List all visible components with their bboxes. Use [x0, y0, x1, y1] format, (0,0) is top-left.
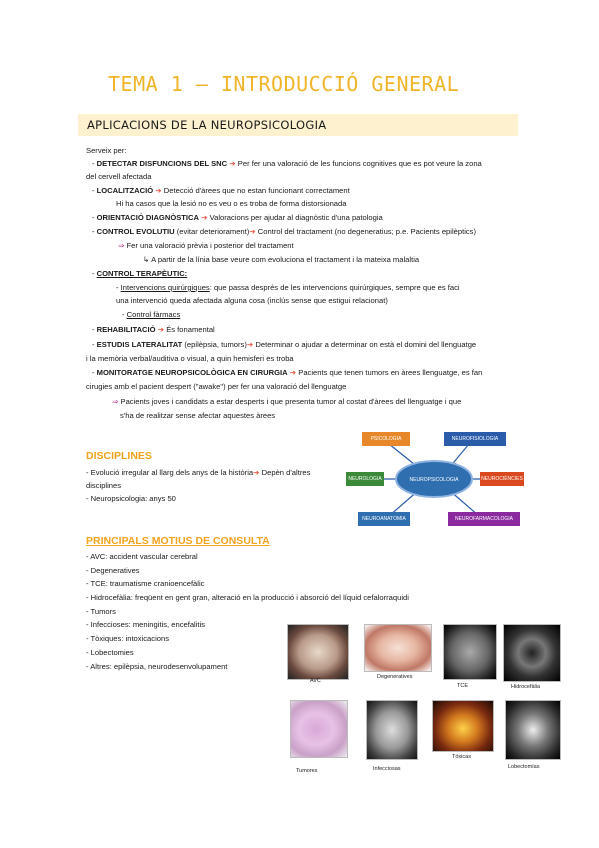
diagram-box-neurofisiologia: NEUROFISIOLOGIA — [444, 432, 506, 446]
avc-image — [287, 624, 349, 680]
item-localitzacio-text: Detecció d'àrees que no estan funcionant correctament — [163, 186, 350, 195]
disciplines-line2: - Neuropsicologia: anys 50 — [86, 494, 176, 503]
motius-line: - Tòxiques: intoxicacions — [86, 634, 170, 643]
sub2-text: A partir de la línia base veure com evoluciona el tractament i la mateixa malaltia — [151, 255, 420, 264]
item-monitoratge: - MONITORATGE NEUROPSICOLÒGICA EN CIRURGIA ➔ Pacients que tenen tumors en àrees llenguatge, es fan — [92, 368, 483, 377]
section-bar — [78, 114, 518, 136]
toxicas-image — [432, 700, 494, 752]
corner-arrow-icon: ↳ — [143, 255, 150, 264]
infecciosas-image — [366, 700, 418, 760]
motius-heading: PRINCIPALS MOTIUS DE CONSULTA — [86, 535, 270, 547]
item-lateralitat-text: Determinar o ajudar a determinar on està el domini del llenguatge — [255, 340, 477, 349]
motius-line: - AVC: accident vascular cerebral — [86, 552, 198, 561]
item-detectar-label: DETECTAR DISFUNCIONS DEL SNC — [96, 159, 228, 168]
diagram-box-neurologia: NEUROLOGIA — [346, 472, 384, 486]
item-orientacio: - ORIENTACIÓ DIAGNÒSTICA ➔ Valoracions per ajudar al diagnòstic d'una patologia — [92, 213, 383, 222]
motius-line: - Infeccioses: meningitis, encefalitis — [86, 620, 206, 629]
section-bar-title: APLICACIONS DE LA NEUROPSICOLOGIA — [87, 118, 327, 132]
hidrocefalia-image — [503, 624, 561, 682]
item-lateralitat-cont: i la memòria verbal/auditiva o visual, a quin hemisferi es troba — [86, 354, 294, 363]
item-lateralitat-label: ESTUDIS LATERALITAT — [96, 340, 183, 349]
arrow-icon: ➔ — [246, 340, 254, 349]
tce-image — [443, 624, 497, 680]
motius-line: - Hidrocefàlia: freqüent en gent gran, alteració en la producció i absorció del líquid cefalorraquidi — [86, 593, 409, 602]
item-control-evolutiu: - CONTROL EVOLUTIU (evitar deteriorament)➔ Control del tractament (no degeneratius; p.e. Pacients epilèptics) — [92, 227, 477, 236]
item-intervencions-cont: una intervenció queda afectada alguna cosa (inclús sense que estigui relacionat) — [116, 296, 388, 305]
caption-hidrocefalia: Hidrocefàlia — [511, 684, 541, 690]
motius-line: - Tumors — [86, 607, 116, 616]
disciplines-line1-text: - Evolució irregular al llarg dels anys de la història — [86, 468, 254, 477]
caption-lobectomias: Lobectomías — [508, 764, 540, 770]
item-monitoratge-label: MONITORATGE NEUROPSICOLÒGICA EN CIRURGIA — [96, 368, 288, 377]
item-control-evolutiu-paren: (evitar deteriorament) — [176, 227, 250, 236]
arrow-icon: ➔ — [155, 186, 162, 195]
item-monitoratge-sub — [112, 397, 461, 407]
arrow-icon: ➔ — [157, 325, 165, 334]
degeneratives-image — [364, 624, 432, 672]
item-intervencions-label: Intervencions quirúrgiques — [120, 283, 210, 292]
serveix-per-label: Serveix per: — [86, 146, 127, 155]
item-detectar-cont: del cervell afectada — [86, 172, 152, 181]
item-localitzacio: - LOCALITZACIÓ ➔ Detecció d'àrees que no estan funcionant correctament — [92, 186, 350, 195]
diagram-box-neurofarmacologia: NEUROFARMACOLOGIA — [448, 512, 520, 526]
item-rehabilitacio-text: És fonamental — [166, 325, 215, 334]
arrow-icon: ➔ — [201, 213, 208, 222]
item-control-evolutiu-sub2 — [143, 255, 419, 265]
item-localitzacio-sub: Hi ha casos que la lesió no es veu o es troba de forma distorsionada — [116, 199, 347, 208]
caption-avc: AVC — [310, 678, 321, 684]
diagram-center-label: NEUROPSICOLOGIA — [409, 477, 459, 483]
diagram-box-neuroanatomia: NEUROANATOMIA — [358, 512, 410, 526]
item-control-evolutiu-text: Control del tractament (no degeneratius; p.e. Pacients epilèptics) — [257, 227, 477, 236]
item-monitoratge-sub-cont: s'ha de realitzar sense afectar aquestes àrees — [120, 411, 276, 420]
tumores-image — [290, 700, 348, 758]
double-arrow-icon: ⇒ — [112, 397, 119, 406]
caption-toxicas: Tóxicas — [452, 754, 471, 760]
item-intervencions-text: : que passa després de les intervencions quirúrgiques, sempre que es faci — [209, 283, 460, 292]
item-intervencions: - Intervencions quirúrgiques: que passa després de les intervencions quirúrgiques, sempre que es faci — [116, 283, 460, 292]
motius-line: - Lobectomies — [86, 648, 134, 657]
item-control-terapeutic: - CONTROL TERAPÈUTIC: — [92, 269, 188, 278]
item-control-farmacs: - Control fàrmacs — [122, 310, 181, 319]
item-monitoratge-cont: cirugies amb el pacient despert ("awake") per fer una valoració del llenguatge — [86, 382, 347, 391]
sub-text: Pacients joves i candidats a estar desperts i que presenta tumor al costat d'àrees del llenguatge i que — [120, 397, 462, 406]
item-lateralitat: - ESTUDIS LATERALITAT (epilèpsia, tumors)➔ Determinar o ajudar a determinar on està el domini del llenguatge — [92, 340, 477, 349]
item-lateralitat-paren: (epilèpsia, tumors) — [184, 340, 247, 349]
item-localitzacio-label: LOCALITZACIÓ — [96, 186, 154, 195]
disciplines-line1-b: Depèn d'altres — [261, 468, 311, 477]
lobectomias-image — [505, 700, 561, 760]
arrow-icon: ➔ — [229, 159, 236, 168]
item-control-evolutiu-sub1 — [118, 241, 294, 251]
sub1-text: Fer una valoració prèvia i posterior del tractament — [126, 241, 294, 250]
arrow-icon: ➔ — [249, 227, 256, 236]
item-monitoratge-text: Pacients que tenen tumors en àrees llenguatge, es fan — [298, 368, 483, 377]
caption-tce: TCE — [457, 683, 468, 689]
arrow-icon: ➔ — [289, 368, 297, 377]
motius-line: - TCE: traumatisme cranioencefàlic — [86, 579, 205, 588]
motius-line: - Altres: epilèpsia, neurodesenvolupament — [86, 662, 228, 671]
diagram-box-neurociencies: NEUROCIÈNCIES — [480, 472, 524, 486]
item-rehabilitacio-label: REHABILITACIÓ — [96, 325, 156, 334]
double-arrow-icon: ⇒ — [118, 241, 125, 250]
arrow-icon: ➔ — [253, 468, 260, 477]
page-title: TEMA 1 – INTRODUCCIÓ GENERAL — [108, 72, 460, 96]
caption-infecciosas: Infecciosas — [373, 766, 401, 772]
disciplines-heading: DISCIPLINES — [86, 450, 152, 462]
disciplines-line1-cont: disciplines — [86, 481, 122, 490]
item-control-farmacs-label: Control fàrmacs — [126, 310, 181, 319]
motius-line: - Degeneratives — [86, 566, 140, 575]
item-orientacio-label: ORIENTACIÓ DIAGNÒSTICA — [96, 213, 200, 222]
caption-tumores: Tumores — [296, 768, 318, 774]
disciplines-line1 — [86, 468, 310, 478]
caption-degeneratives: Degeneratives — [377, 674, 413, 680]
item-rehabilitacio: - REHABILITACIÓ ➔ És fonamental — [92, 325, 215, 334]
diagram-box-psicologia: PSICOLOGIA — [362, 432, 410, 446]
item-detectar-text: Per fer una valoració de les funcions cognitives que es pot veure la zona — [237, 159, 482, 168]
item-control-terapeutic-label: CONTROL TERAPÈUTIC: — [96, 269, 188, 278]
item-detectar: - DETECTAR DISFUNCIONS DEL SNC ➔ Per fer una valoració de les funcions cognitives que es pot veure la zona — [92, 159, 482, 168]
item-orientacio-text: Valoracions per ajudar al diagnòstic d'una patologia — [209, 213, 383, 222]
item-control-evolutiu-label: CONTROL EVOLUTIU — [96, 227, 175, 236]
